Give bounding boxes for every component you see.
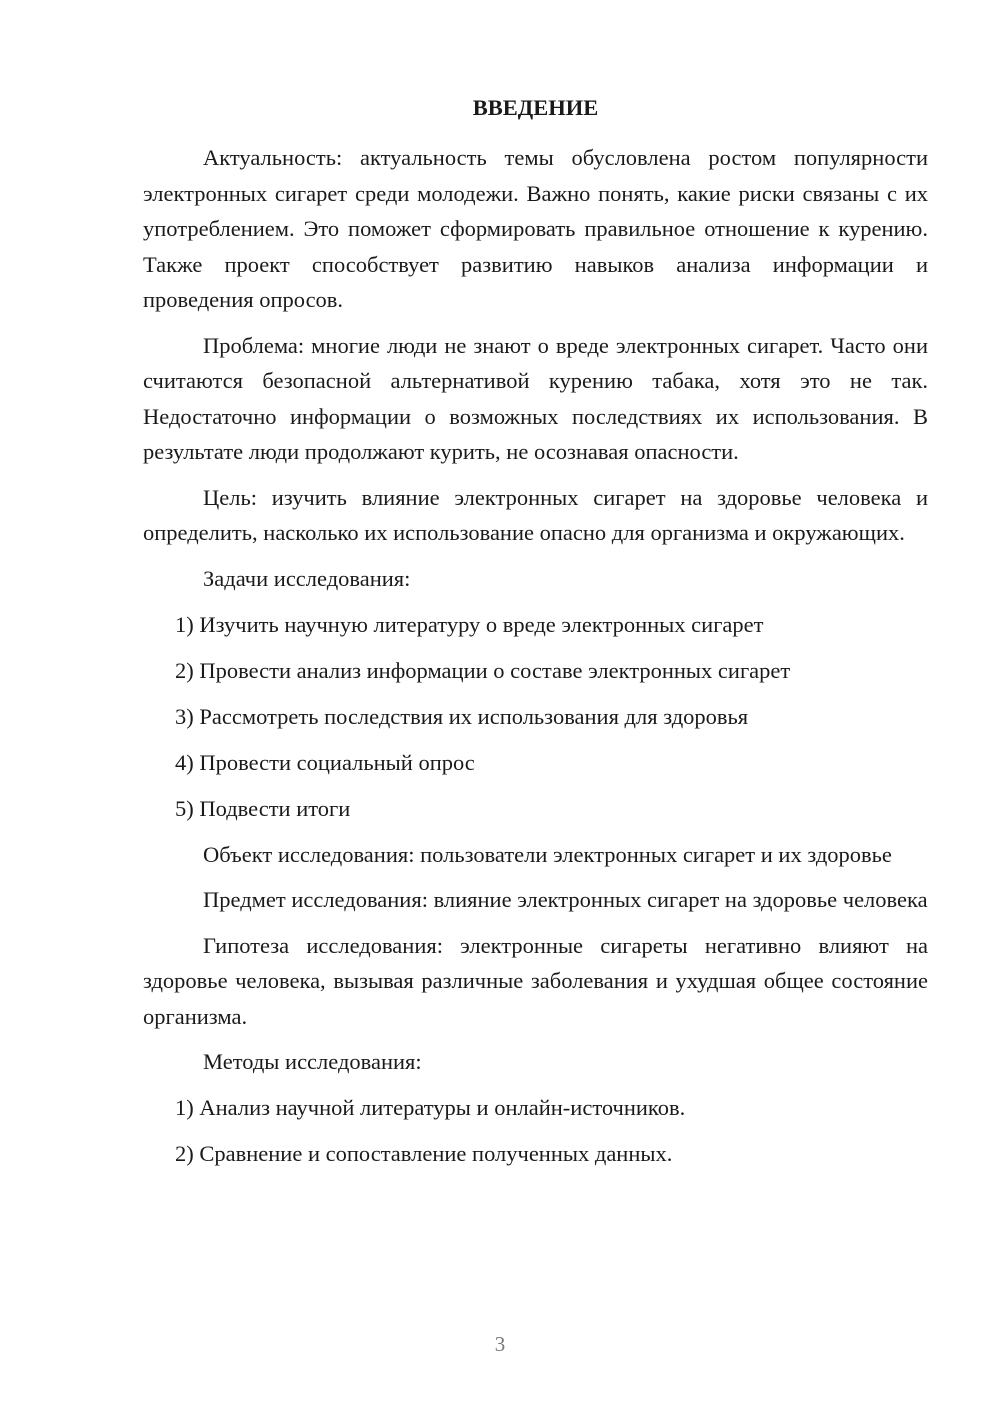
list-item: 2) Провести анализ информации о составе электронных сигарет xyxy=(175,657,791,683)
tasks-heading: Задачи исследования: xyxy=(203,565,411,591)
hypothesis-paragraph: Гипотеза исследования: электронные сигареты негативно влияют на здоровье человека, вызывая различные заболевания и ухудшая общее состояние организма. xyxy=(143,932,928,1029)
relevance-paragraph: Актуальность: актуальность темы обусловлена ростом популярности электронных сигарет среди молодежи. Важно понять, какие риски связаны с их употреблением. Это поможет сформировать правильное отношение к курению. Также проект способствует развитию навыков анализа информации и проведения опросов. xyxy=(143,145,928,312)
list-item: 4) Провести социальный опрос xyxy=(175,749,475,775)
methods-list xyxy=(143,1090,928,1172)
object-paragraph: Объект исследования: пользователи электронных сигарет и их здоровье xyxy=(203,841,892,867)
list-item: 5) Подвести итоги xyxy=(175,795,351,821)
list-item: 2) Сравнение и сопоставление полученных данных. xyxy=(175,1141,673,1166)
page-content xyxy=(143,95,928,1182)
list-item: 3) Рассмотреть последствия их использования для здоровья xyxy=(175,703,749,729)
methods-heading: Методы исследования: xyxy=(203,1049,422,1074)
subject-paragraph: Предмет исследования: влияние электронных сигарет на здоровье человека xyxy=(203,887,928,912)
list-item: 1) Анализ научной литературы и онлайн-источников. xyxy=(175,1095,686,1120)
tasks-list xyxy=(143,607,928,827)
page-title: ВВЕДЕНИЕ xyxy=(472,95,599,120)
page-number: 3 xyxy=(494,1332,506,1356)
goal-paragraph: Цель: изучить влияние электронных сигарет на здоровье человека и определить, насколько их использование опасно для организма и окружающих. xyxy=(143,484,928,545)
problem-paragraph: Проблема: многие люди не знают о вреде электронных сигарет. Часто они считаются безопасной альтернативой курению табака, хотя это не так. Недостаточно информации о возможных последствиях их использования. В результате люди продолжают курить, не осознавая опасности. xyxy=(143,332,928,464)
list-item: 1) Изучить научную литературу о вреде электронных сигарет xyxy=(175,611,764,637)
